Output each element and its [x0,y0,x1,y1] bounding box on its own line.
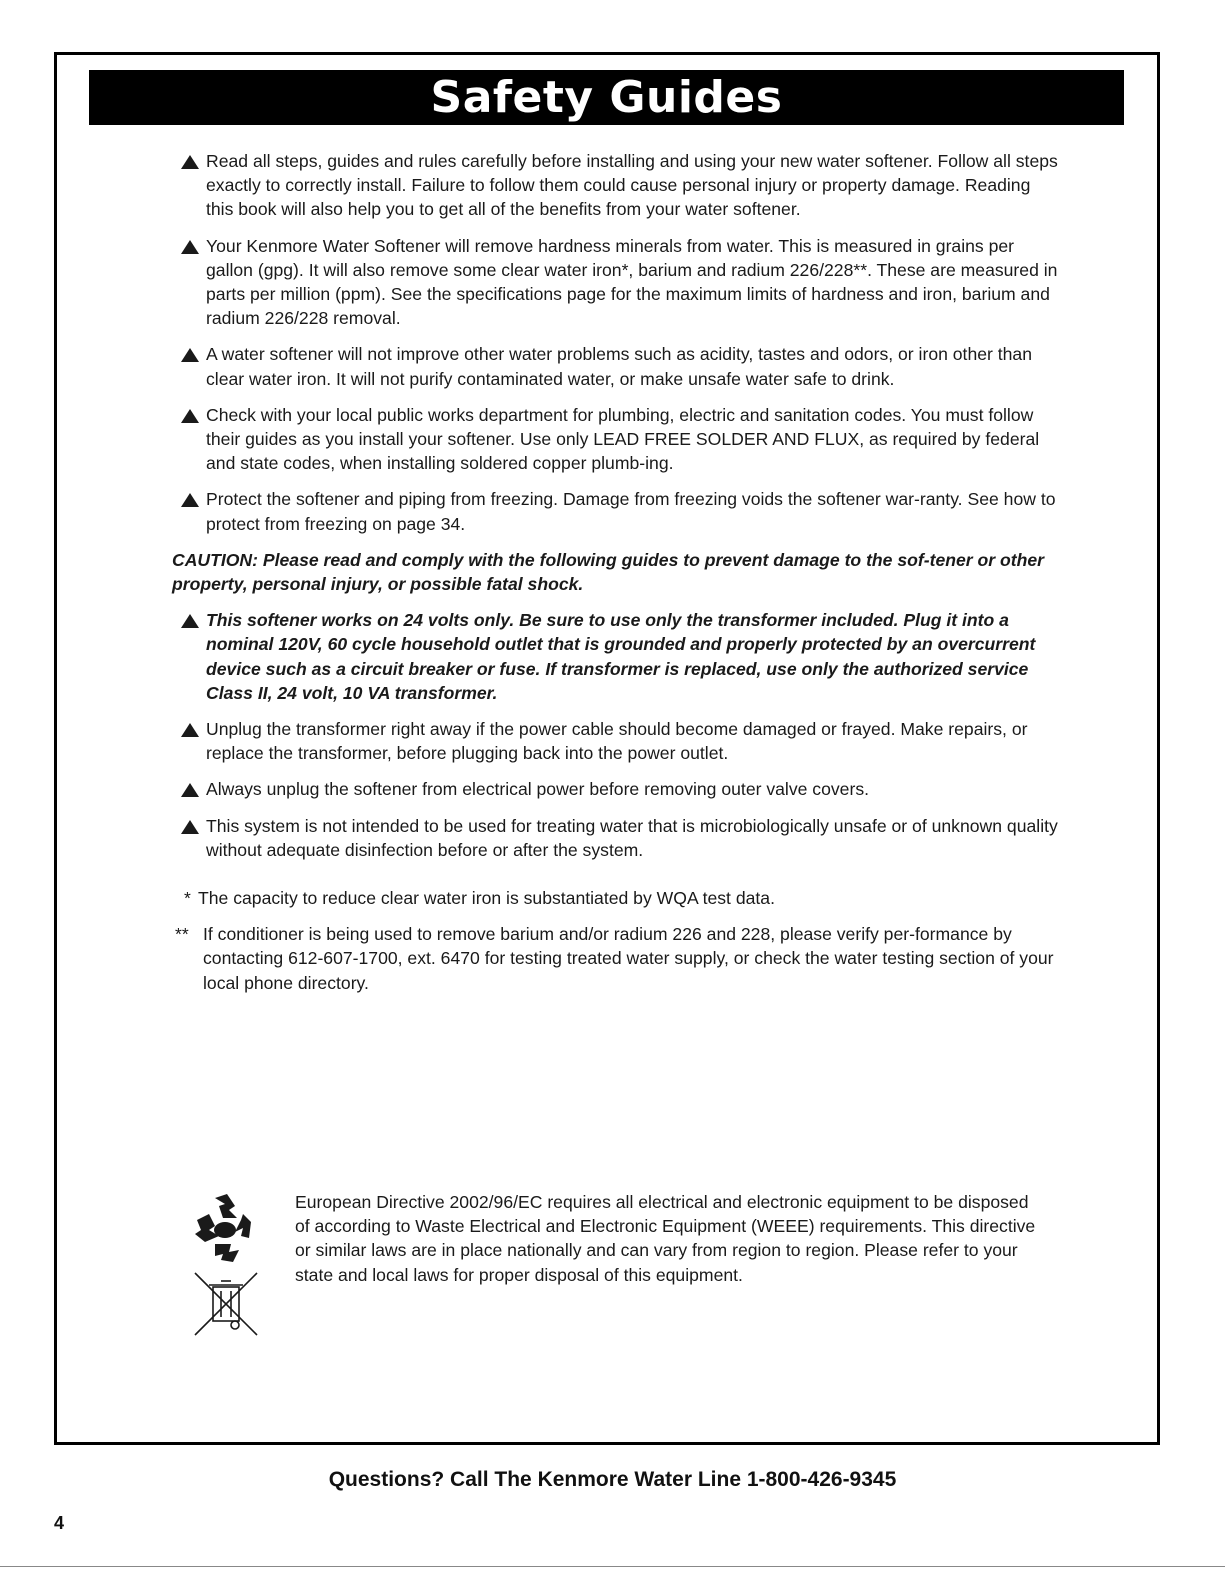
weee-icons [185,1192,265,1344]
guide-item [178,234,1058,331]
guide-item [178,777,1058,801]
title-banner [89,70,1124,125]
footnote-text: The capacity to reduce clear water iron is substantiated by WQA test data. [198,888,775,909]
guide-text: Your Kenmore Water Softener will remove hardness minerals from water. This is measured in grains per gallon (gpg). It will also remove some clear water iron*, barium and radium 226/228**. These are measured in parts per million (ppm). See the specifications page for the maximum limits of hardness and iron, barium and radium 226/228 removal. [206,235,1058,329]
guide-item [178,487,1058,535]
warning-triangle-icon [181,240,199,254]
helpline-footer: Questions? Call The Kenmore Water Line 1-800-426-9345 [328,1468,897,1491]
warning-triangle-icon [181,723,199,737]
weee-text: European Directive 2002/96/EC requires all electrical and electronic equipment to be disposed of according to Waste Electrical and Electronic Equipment (WEEE) requirements. This directive or similar laws are in place nationally and can vary from region to region. Please refer to your state and local laws for proper disposal of this equipment. [295,1192,1036,1285]
guide-text: Protect the softener and piping from freezing. Damage from freezing voids the softener war-ranty. See how to protect from freezing on page 34. [206,489,1056,534]
guide-item-electrical [178,608,1058,705]
safety-guides-content [172,149,1058,1007]
warning-triangle-icon [181,409,199,423]
guide-text: Always unplug the softener from electrical power before removing outer valve covers. [206,779,870,800]
warning-triangle-icon [181,614,199,628]
recycle-icon [185,1192,265,1264]
warning-triangle-icon [181,820,199,834]
caution-heading: CAUTION: Please read and comply with the following guides to prevent damage to the sof-tener or other property, personal injury, or possible fatal shock. [172,549,1044,595]
page-title: Safety Guides [430,71,783,123]
guide-item [178,717,1058,765]
footnote-radium [175,922,1058,995]
guide-text: Unplug the transformer right away if the power cable should become damaged or frayed. Make repairs, or replace the transformer, before plugging back into the power outlet. [206,719,1028,764]
footnote-text: If conditioner is being used to remove barium and/or radium 226 and 228, please verify per-formance by contacting 612-607-1700, ext. 6470 for testing treated water supply, or check the water testing section of your local phone directory. [203,924,1054,993]
warning-triangle-icon [181,493,199,507]
guide-item [178,342,1058,390]
footnote-iron [178,886,1058,910]
guide-item [178,814,1058,862]
footnote-mark: * [184,888,191,909]
guide-text: Check with your local public works department for plumbing, electric and sanitation codes. You must follow their guides as you install your softener. Use only LEAD FREE SOLDER AND FLUX, as required by federal and state codes, when installing soldered copper plumb-ing. [206,404,1040,474]
page-number: 4 [54,1513,65,1533]
guide-item [178,403,1058,476]
guide-text: Read all steps, guides and rules carefully before installing and using your new water softener. Follow all steps exactly to correctly install. Failure to follow them could cause personal injury or property damage. Reading this book will also help you to get all of the benefits from your water softener. [206,151,1058,220]
crossed-out-bin-icon [185,1269,265,1339]
footnote-mark: ** [175,924,189,945]
guide-text: This system is not intended to be used for treating water that is microbiologically unsafe or of unknown quality without adequate disinfection before or after the system. [206,815,1058,860]
warning-triangle-icon [181,348,199,362]
warning-triangle-icon [181,783,199,797]
guide-text: This softener works on 24 volts only. Be sure to use only the transformer included. Plug it into a nominal 120V, 60 cycle household outlet that is grounded and properly protected by an overcurrent device such as a circuit breaker or fuse. If transformer is replaced, use only the authorized service Class II, 24 volt, 10 VA transformer. [206,610,1036,703]
warning-triangle-icon [181,155,199,169]
guide-item [178,149,1058,222]
guide-text: A water softener will not improve other water problems such as acidity, tastes and odors, or iron other than clear water iron. It will not purify contaminated water, or make unsafe water safe to drink. [206,344,1033,389]
bottom-rule [0,1566,1225,1567]
